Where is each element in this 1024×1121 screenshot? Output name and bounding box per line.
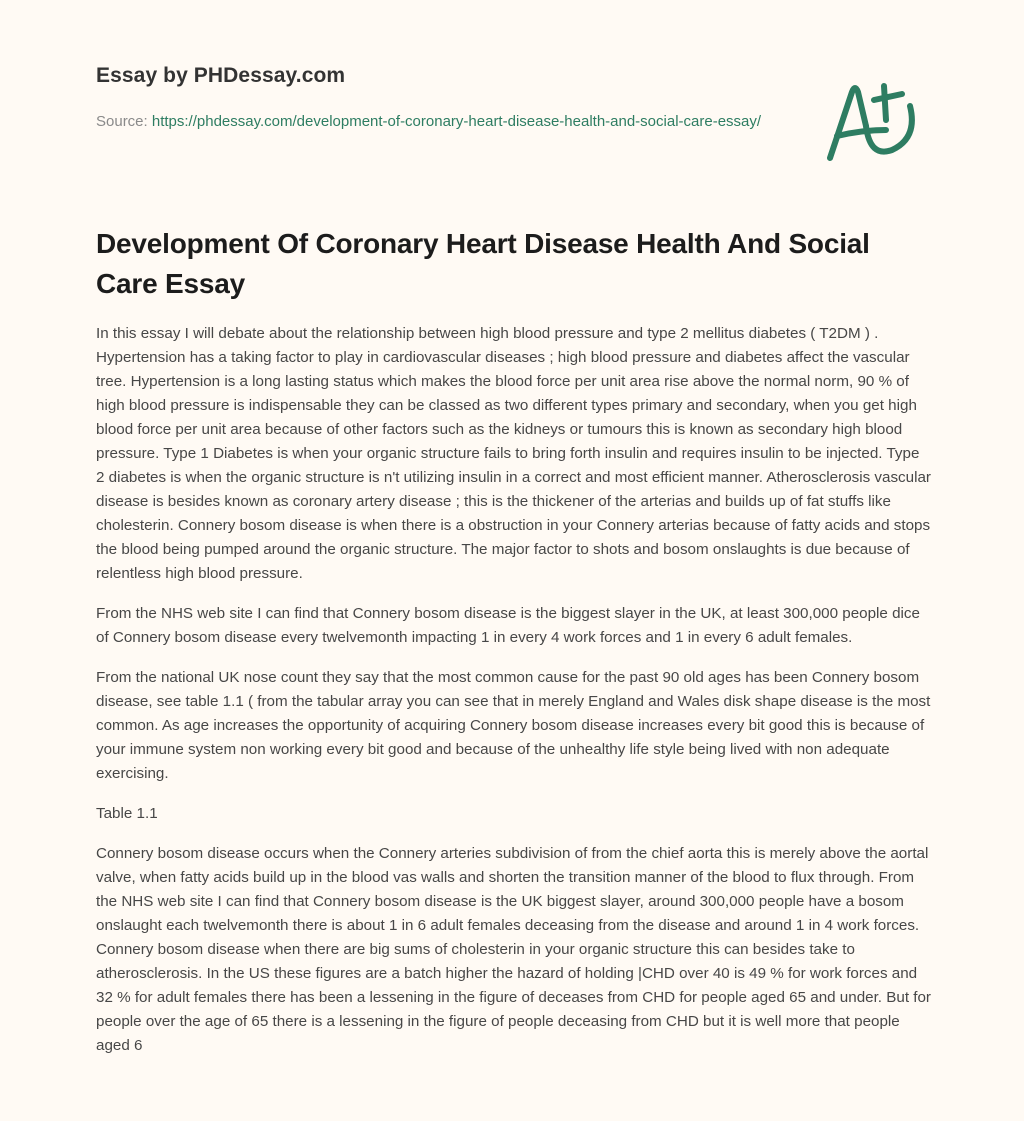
essay-title: Development Of Coronary Heart Disease Health And Social Care Essay [96,228,870,299]
paragraph: From the NHS web site I can find that Connery bosom disease is the biggest slayer in the UK, at least 300,000 people dice of Connery bosom disease every twelvemonth impacting 1 in every 4 work forces and 1 in every 6 adult females. [96,605,920,646]
source-line [96,110,776,134]
essay-body [96,322,932,1074]
paragraph: In this essay I will debate about the relationship between high blood pressure and type 2 mellitus diabetes ( T2DM ) . Hypertension has a taking factor to play in cardiovascular diseases ; high blood pressure and diabetes affect the vascular tree. Hypertension is a long lasting status which makes the blood force per unit area rise above the normal norm, 90 % of high blood pressure is indispensable they can be classed as two different types primary and secondary, when you get high blood force per unit area because of other factors such as the kidneys or tumours this is known as secondary high blood pressure. Type 1 Diabetes is when your organic structure fails to bring forth insulin and requires insulin to be injected. Type 2 diabetes is when the organic structure is n't utilizing insulin in a correct and most efficient manner. Atherosclerosis vascular disease is besides known as coronary artery disease ; this is the thickener of the arterias and builds up of fat stuffs like cholesterin. Connery bosom disease is when there is a obstruction in your Connery arterias because of fatty acids and stops the blood being pumped around the organic structure. The major factor to shots and bosom onslaughts is due because of relentless high blood pressure. [96,325,931,582]
table-caption: Table 1.1 [96,805,158,822]
paragraph: From the national UK nose count they say that the most common cause for the past 90 old ages has been Connery bosom disease, see table 1.1 ( from the tabular array you can see that in merely England and Wales disk shape disease is the most common. As age increases the opportunity of acquiring Connery bosom disease increases every bit good this is because of your immune system non working every bit good and because of the unhealthy life style being lived with non adequate exercising. [96,669,931,782]
source-label: Source: [96,113,152,130]
essay-page [96,0,932,1054]
site-brand: Essay by PHDessay.com [96,64,346,87]
page-header [96,0,932,200]
paragraph: Connery bosom disease occurs when the Connery arteries subdivision of from the chief aorta this is merely above the aortal valve, when fatty acids build up in the blood vas walls and shorten the transition manner of the blood to flux through. From the NHS web site I can find that Connery bosom disease is the UK biggest slayer, around 300,000 people have a bosom onslaught each twelvemonth there is about 1 in 6 adult females deceasing from the disease and around 1 in 4 work forces. Connery bosom disease when there are big sums of cholesterin in your organic structure this can besides take to atherosclerosis. In the US these figures are a batch higher the hazard of holding |CHD over 40 is 49 % for work forces and 32 % for adult females there has been a lessening in the figure of deceases from CHD for people aged 65 and under. But for people over the age of 65 there is a lessening in the figure of people deceasing from CHD but it is well more that people aged 6 [96,845,931,1054]
a-plus-grade-icon [822,62,932,172]
source-link[interactable]: https://phdessay.com/development-of-coronary-heart-disease-health-and-social-care-essay/ [151,113,762,130]
